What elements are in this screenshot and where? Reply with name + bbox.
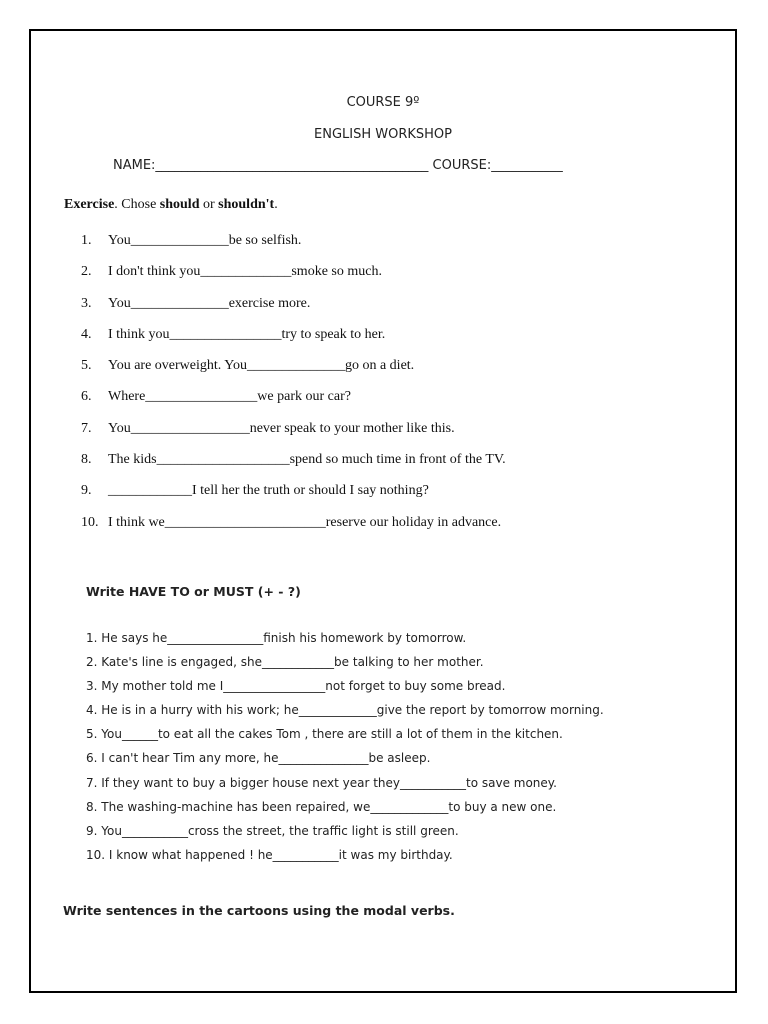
item-number: 10. — [81, 514, 99, 530]
item-number: 4. — [81, 326, 92, 342]
item-number: 3. — [81, 295, 92, 311]
item-number: 8. — [81, 452, 92, 468]
list-item — [81, 326, 506, 357]
list-item: 3. My mother told me I_________________not forget to buy some bread. — [86, 679, 506, 694]
list-item — [81, 295, 506, 326]
item-text: You______________be so selfish. — [108, 233, 302, 248]
exercise-text-a: . Chose — [114, 197, 160, 212]
list-item: 5. You______to eat all the cakes Tom , there are still a lot of them in the kitchen. — [86, 727, 563, 742]
item-text: You______________exercise more. — [108, 295, 311, 311]
list-item: 6. I can't hear Tim any more, he_______________be asleep. — [86, 751, 431, 766]
list-item: 4. He is in a hurry with his work; he_____________give the report by tomorrow morning. — [86, 703, 604, 718]
list-item: 7. If they want to buy a bigger house next year they___________to save money. — [86, 775, 557, 790]
list-item: 10. I know what happened ! he___________it was my birthday. — [86, 847, 453, 862]
exercise-text-end: . — [274, 197, 278, 212]
list-item — [81, 482, 506, 513]
list-item — [81, 514, 506, 545]
list-item — [81, 420, 506, 451]
exercise-2-list — [86, 630, 604, 871]
item-text: You are overweight. You______________go on a diet. — [108, 358, 415, 374]
workshop-title: ENGLISH WORKSHOP — [314, 127, 452, 142]
exercise-1-instructions — [64, 197, 278, 213]
item-number: 5. — [81, 358, 92, 374]
list-item — [81, 388, 506, 419]
list-item — [81, 451, 506, 482]
name-course-line: NAME:__________________________________________ COURSE:___________ — [113, 158, 563, 173]
item-text: I don't think you_____________smoke so much. — [108, 264, 382, 280]
item-number: 7. — [81, 420, 92, 436]
exercise-label: Exercise — [64, 197, 115, 212]
list-item: 8. The washing-machine has been repaired, we_____________to buy a new one. — [86, 799, 557, 814]
item-text: The kids___________________spend so much time in front of the TV. — [108, 452, 506, 468]
item-number: 6. — [81, 389, 92, 405]
item-number: 9. — [81, 483, 92, 499]
item-number: 1. — [81, 233, 92, 248]
exercise-1-list — [81, 232, 506, 545]
list-item — [81, 357, 506, 388]
list-item: 2. Kate's line is engaged, she____________be talking to her mother. — [86, 655, 484, 670]
exercise-2-title: Write HAVE TO or MUST (+ - ?) — [86, 584, 301, 599]
worksheet-page — [29, 29, 737, 993]
item-text: You_________________never speak to your mother like this. — [108, 420, 455, 436]
item-text: ____________I tell her the truth or should I say nothing? — [108, 483, 429, 499]
item-text: I think you________________try to speak to her. — [108, 326, 386, 342]
exercise-text-or: or — [199, 197, 219, 212]
word-should: should — [159, 197, 200, 212]
list-item — [81, 263, 506, 294]
word-shouldnt: shouldn't — [218, 197, 275, 212]
item-text: Where________________we park our car? — [108, 389, 351, 405]
item-text: I think we_______________________reserve our holiday in advance. — [108, 514, 502, 530]
item-number: 2. — [81, 264, 92, 280]
list-item — [81, 232, 506, 263]
exercise-3-title: Write sentences in the cartoons using the modal verbs. — [63, 903, 455, 918]
list-item: 9. You___________cross the street, the traffic light is still green. — [86, 823, 459, 838]
list-item: 1. He says he________________finish his homework by tomorrow. — [86, 631, 467, 645]
course-title: COURSE 9º — [346, 95, 420, 110]
